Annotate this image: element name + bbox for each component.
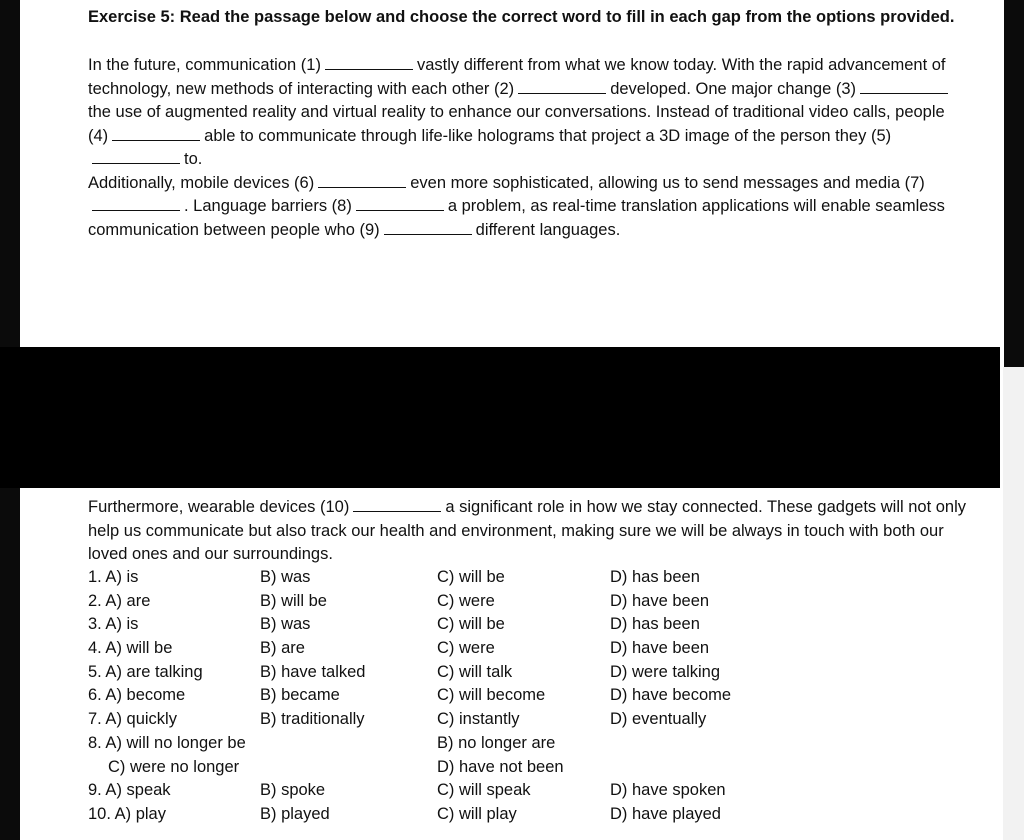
option-d: D) have spoken [610,781,726,800]
option-d: D) has been [610,615,700,634]
answer-options [88,568,968,829]
option-row-8-cont [88,758,968,782]
passage-text: Additionally, mobile devices (6) [88,173,315,192]
option-a: 6. A) become [88,686,186,705]
option-d: D) has been [610,568,700,586]
option-b: B) will be [260,591,327,610]
option-a: 9. A) speak [88,781,171,800]
passage-text: vastly different from what we know today. With the rapid advancement of technology, new methods of interacting with each other (2) [88,56,946,98]
option-row-5 [88,663,968,687]
passage-text: Furthermore, wearable devices (10) [88,498,350,516]
option-a: 4. A) will be [88,639,173,658]
option-b: B) spoke [260,781,326,800]
option-c: C) were no longer [108,757,240,776]
option-d: D) have been [610,639,710,658]
passage-text: . Language barriers (8) [184,197,352,215]
option-c: C) were [437,591,495,610]
option-row-1 [88,568,968,592]
blank-gap-9 [384,219,472,235]
option-a: 8. A) will no longer be [88,733,246,752]
passage-text: a problem, as real-time translation applications will enable seamless communication between people who (9) [88,197,945,239]
blank-gap-3 [860,78,948,94]
option-row-8 [88,734,968,758]
blank-gap-4 [112,125,200,141]
blank-gap-7 [92,195,180,211]
option-a: 5. A) are talking [88,662,203,681]
option-d: D) have not been [437,757,564,776]
passage-text: the use of augmented reality and virtual reality to enhance our conversations. Instead of traditional video calls, people (4) [88,103,945,145]
exercise-title: Exercise 5: Read the passage below and choose the correct word to fill in each gap from the options provided. [88,8,955,26]
option-b: B) are [260,639,305,658]
option-c: C) will play [437,804,517,823]
option-row-9 [88,781,968,805]
option-d: D) have become [610,686,732,705]
redacted-block [0,347,1000,488]
option-row-3 [88,615,968,639]
option-row-2 [88,592,968,616]
option-b: B) have talked [260,662,366,681]
blank-gap-8 [356,195,444,211]
option-row-6 [88,686,968,710]
option-c: C) instantly [437,710,520,729]
option-d: D) have played [610,804,721,823]
option-b: B) played [260,804,330,823]
blank-gap-10 [353,496,441,512]
option-row-4 [88,639,968,663]
option-c: C) will speak [437,781,531,800]
blank-gap-2 [518,78,606,94]
option-c: C) will be [437,615,505,634]
option-b: B) was [260,615,311,634]
option-a: 3. A) is [88,615,139,634]
blank-gap-1 [325,54,413,70]
passage-paragraph-2 [88,496,968,567]
option-c: C) will be [437,568,505,586]
passage-paragraph-1 [88,54,968,242]
option-c: C) will talk [437,662,513,681]
option-row-10 [88,805,968,829]
option-a: 2. A) are [88,591,151,610]
blank-gap-5 [92,148,180,164]
option-b: B) was [260,568,311,586]
passage-text: a significant role in how we stay connected. These gadgets will not only help us communicate but also track our health and environment, making sure we will be always in touch with both our loved ones and our surroundings. [88,498,967,563]
option-c: C) were [437,639,495,658]
option-b: B) traditionally [260,710,365,729]
passage-text: able to communicate through life-like holograms that project a 3D image of the person they (5) [204,126,892,145]
option-d: D) were talking [610,662,721,681]
passage-text: even more sophisticated, allowing us to send messages and media (7) [410,173,925,192]
option-c: C) will become [437,686,546,705]
option-b: B) became [260,686,340,705]
option-a: 7. A) quickly [88,710,177,729]
passage-text: developed. One major change (3) [610,79,857,98]
option-a: 10. A) play [88,804,166,823]
option-d: D) have been [610,591,710,610]
passage-text: different languages. [475,220,621,239]
option-d: D) eventually [610,710,707,729]
option-row-7 [88,710,968,734]
option-b: B) no longer are [437,733,556,752]
passage-text: to. [184,150,203,168]
option-a: 1. A) is [88,568,139,586]
passage-text: In the future, communication (1) [88,56,321,74]
blank-gap-6 [318,172,406,188]
page-edge [1003,367,1024,840]
